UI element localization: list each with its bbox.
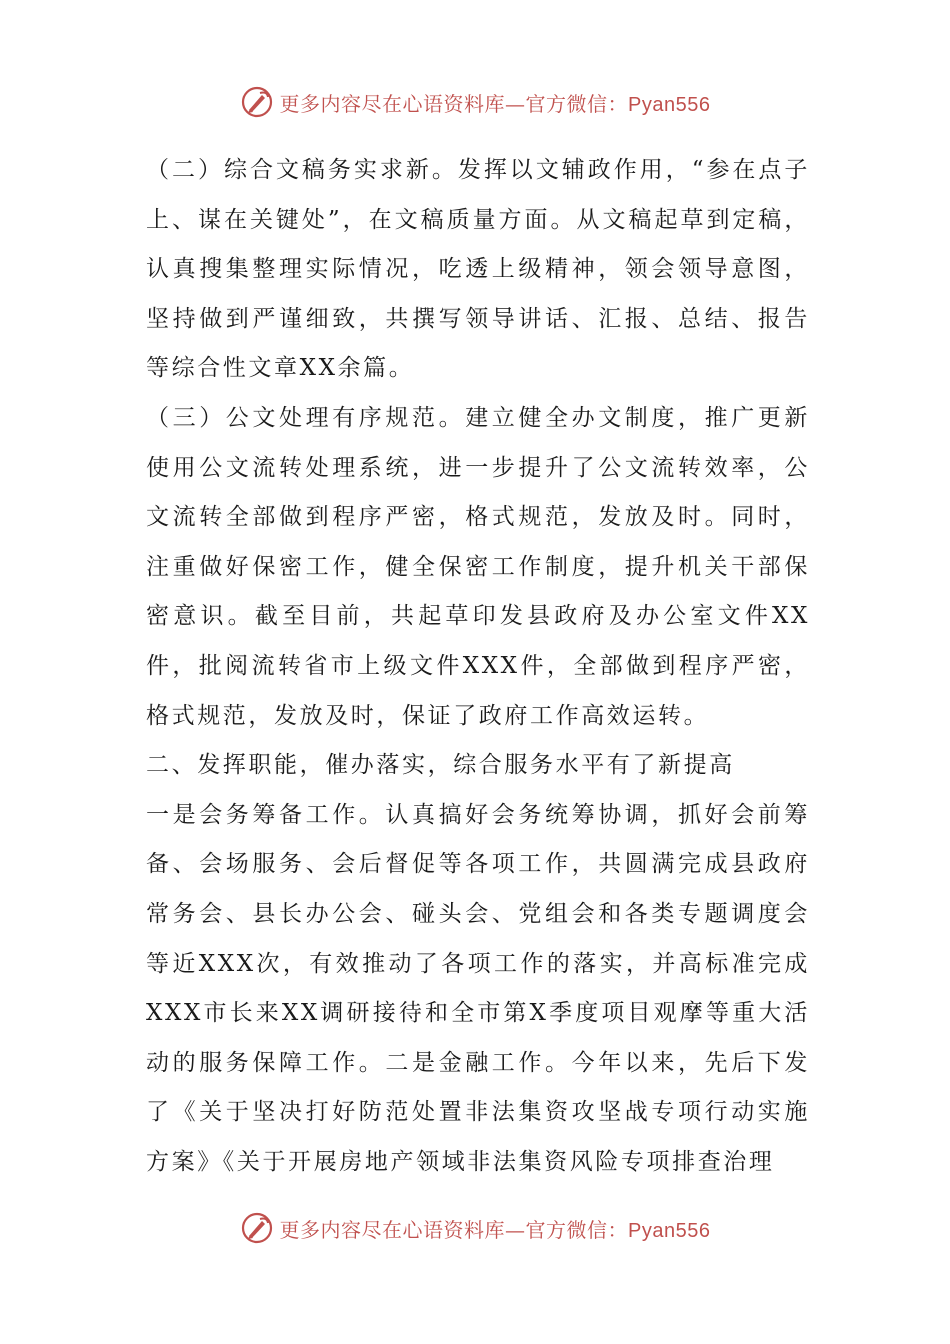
pen-logo-icon xyxy=(240,1211,274,1245)
pen-logo-icon xyxy=(240,85,274,119)
header-watermark xyxy=(0,80,950,124)
document-body xyxy=(146,146,810,1187)
paragraph: 一是会务筹备工作。认真搞好会务统筹协调，抓好会前筹备、会场服务、会后督促等各项工作，共圆满完成县政府常务会、县长办公会、碰头会、党组会和各类专题调度会等近XXX次，有效推动了各项工作的落实，并高标准完成XXX市长来XX调研接待和全市第X季度项目观摩等重大活动的服务保障工作。二是金融工作。今年以来，先后下发了《关于坚决打好防范处置非法集资攻坚战专项行动实施方案》《关于开展房地产领域非法集资风险专项排查治理 xyxy=(146,801,810,1175)
section-heading: 二、发挥职能，催办落实，综合服务水平有了新提高 xyxy=(146,752,735,779)
watermark-text: 更多内容尽在心语资料库—官方微信：Pyan556 xyxy=(279,91,711,116)
watermark-text: 更多内容尽在心语资料库—官方微信：Pyan556 xyxy=(279,1217,711,1242)
paragraph: （二）综合文稿务实求新。发挥以文辅政作用，“参在点子上、谋在关键处”，在文稿质量方面。从文稿起草到定稿，认真搜集整理实际情况，吃透上级精神，领会领导意图，坚持做到严谨细致，共撰写领导讲话、汇报、总结、报告等综合性文章XX余篇。 xyxy=(146,157,810,382)
footer-watermark xyxy=(0,1206,950,1250)
paragraph: （三）公文处理有序规范。建立健全办文制度，推广更新使用公文流转处理系统，进一步提升了公文流转效率，公文流转全部做到程序严密，格式规范，发放及时。同时，注重做好保密工作，健全保密工作制度，提升机关干部保密意识。截至目前，共起草印发县政府及办公室文件XX件，批阅流转省市上级文件XXX件，全部做到程序严密，格式规范，发放及时，保证了政府工作高效运转。 xyxy=(146,404,810,729)
